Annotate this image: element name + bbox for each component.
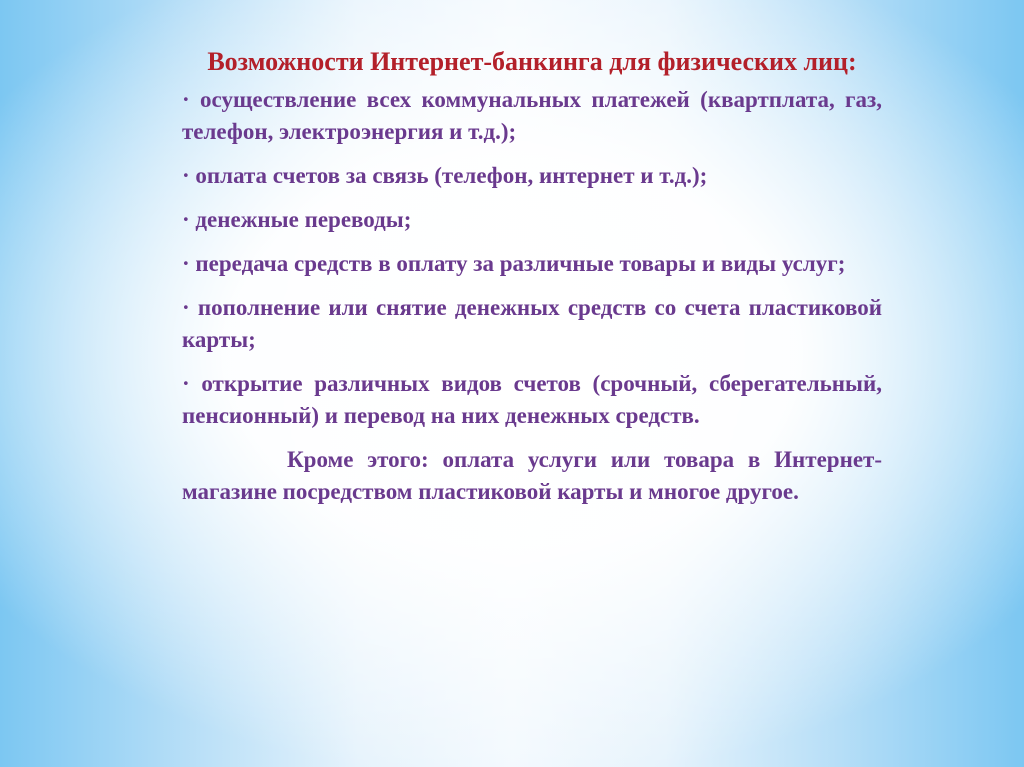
list-item-transfers: · денежные переводы; <box>182 207 412 232</box>
slide-title: Возможности Интернет-банкинга для физических лиц: <box>207 47 857 76</box>
list-item-utilities: · осуществление всех коммунальных платежей (квартплата, газ, телефон, электроэнергия и т.д.); <box>182 87 882 144</box>
list-item-goods-services: · передача средств в оплату за различные товары и виды услуг; <box>182 251 846 276</box>
list-item-communication: · оплата счетов за связь (телефон, интернет и т.д.); <box>182 163 708 188</box>
list-item-card-topup: · пополнение или снятие денежных средств со счета пластиковой карты; <box>182 295 882 352</box>
closing-note: Кроме этого: оплата услуги или товара в Интернет-магазине посредством пластиковой карты и многое другое. <box>182 447 882 504</box>
list-item-accounts: · открытие различных видов счетов (срочный, сберегательный, пенсионный) и перевод на них денежных средств. <box>182 371 882 428</box>
slide-content <box>182 46 882 520</box>
